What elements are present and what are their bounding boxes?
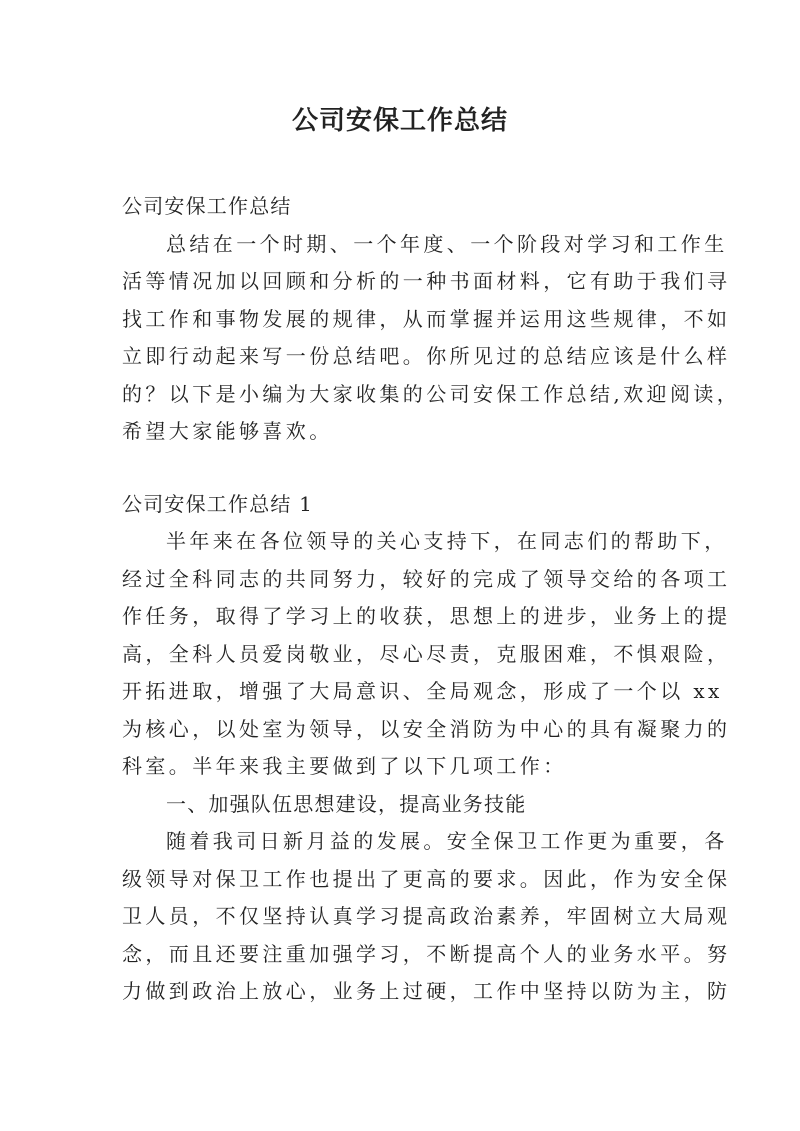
section1-paragraph xyxy=(122,523,731,786)
text-line: 力做到政治上放心，业务上过硬，工作中坚持以防为主，防 xyxy=(122,979,731,1003)
text-line: 级领导对保卫工作也提出了更高的要求。因此，作为安全保 xyxy=(122,866,731,891)
text-line: 经过全科同志的共同努力，较好的完成了领导交给的各项工 xyxy=(122,566,731,591)
text-line: 半年来在各位领导的关心支持下，在同志们的帮助下， xyxy=(166,529,728,553)
section-heading: 公司安保工作总结 1 xyxy=(122,491,314,516)
text-line: 希望大家能够喜欢。 xyxy=(122,419,333,443)
text-line: 高，全科人员爱岗敬业，尽心尽责，克服困难，不惧艰险， xyxy=(122,641,731,666)
text-line: 为核心，以处室为领导，以安全消防为中心的具有凝聚力的 xyxy=(122,716,731,741)
text-line: 开拓进取，增强了大局意识、全局观念，形成了一个以 xx xyxy=(122,679,723,703)
document-body xyxy=(122,188,741,1011)
paragraph-2 xyxy=(122,823,731,1011)
text-line: 活等情况加以回顾和分析的一种书面材料，它有助于我们寻 xyxy=(122,269,731,293)
text-line: 找工作和事物发展的规律，从而掌握并运用这些规律，不如 xyxy=(122,306,731,331)
text-line: 念，而且还要注重加强学习，不断提高个人的业务水平。努 xyxy=(122,941,731,966)
text-line: 卫人员，不仅坚持认真学习提高政治素养，牢固树立大局观 xyxy=(122,904,731,928)
spacer xyxy=(122,451,702,486)
document-subtitle: 公司安保工作总结 xyxy=(122,194,292,218)
subheading: 一、加强队伍思想建设，提高业务技能 xyxy=(166,791,527,816)
text-line: 作任务，取得了学习上的收获，思想上的进步，业务上的提 xyxy=(122,604,731,628)
text-line: 科室。半年来我主要做到了以下几项工作： xyxy=(122,754,567,778)
text-line: 的？以下是小编为大家收集的公司安保工作总结,欢迎阅读， xyxy=(122,381,741,406)
text-line: 总结在一个时期、一个年度、一个阶段对学习和工作生 xyxy=(166,231,728,256)
intro-paragraph xyxy=(122,226,741,451)
text-line: 随着我司日新月益的发展。安全保卫工作更为重要，各 xyxy=(166,829,728,853)
text-line: 立即行动起来写一份总结吧。你所见过的总结应该是什么样 xyxy=(122,344,731,368)
document-title: 公司安保工作总结 xyxy=(291,106,508,136)
